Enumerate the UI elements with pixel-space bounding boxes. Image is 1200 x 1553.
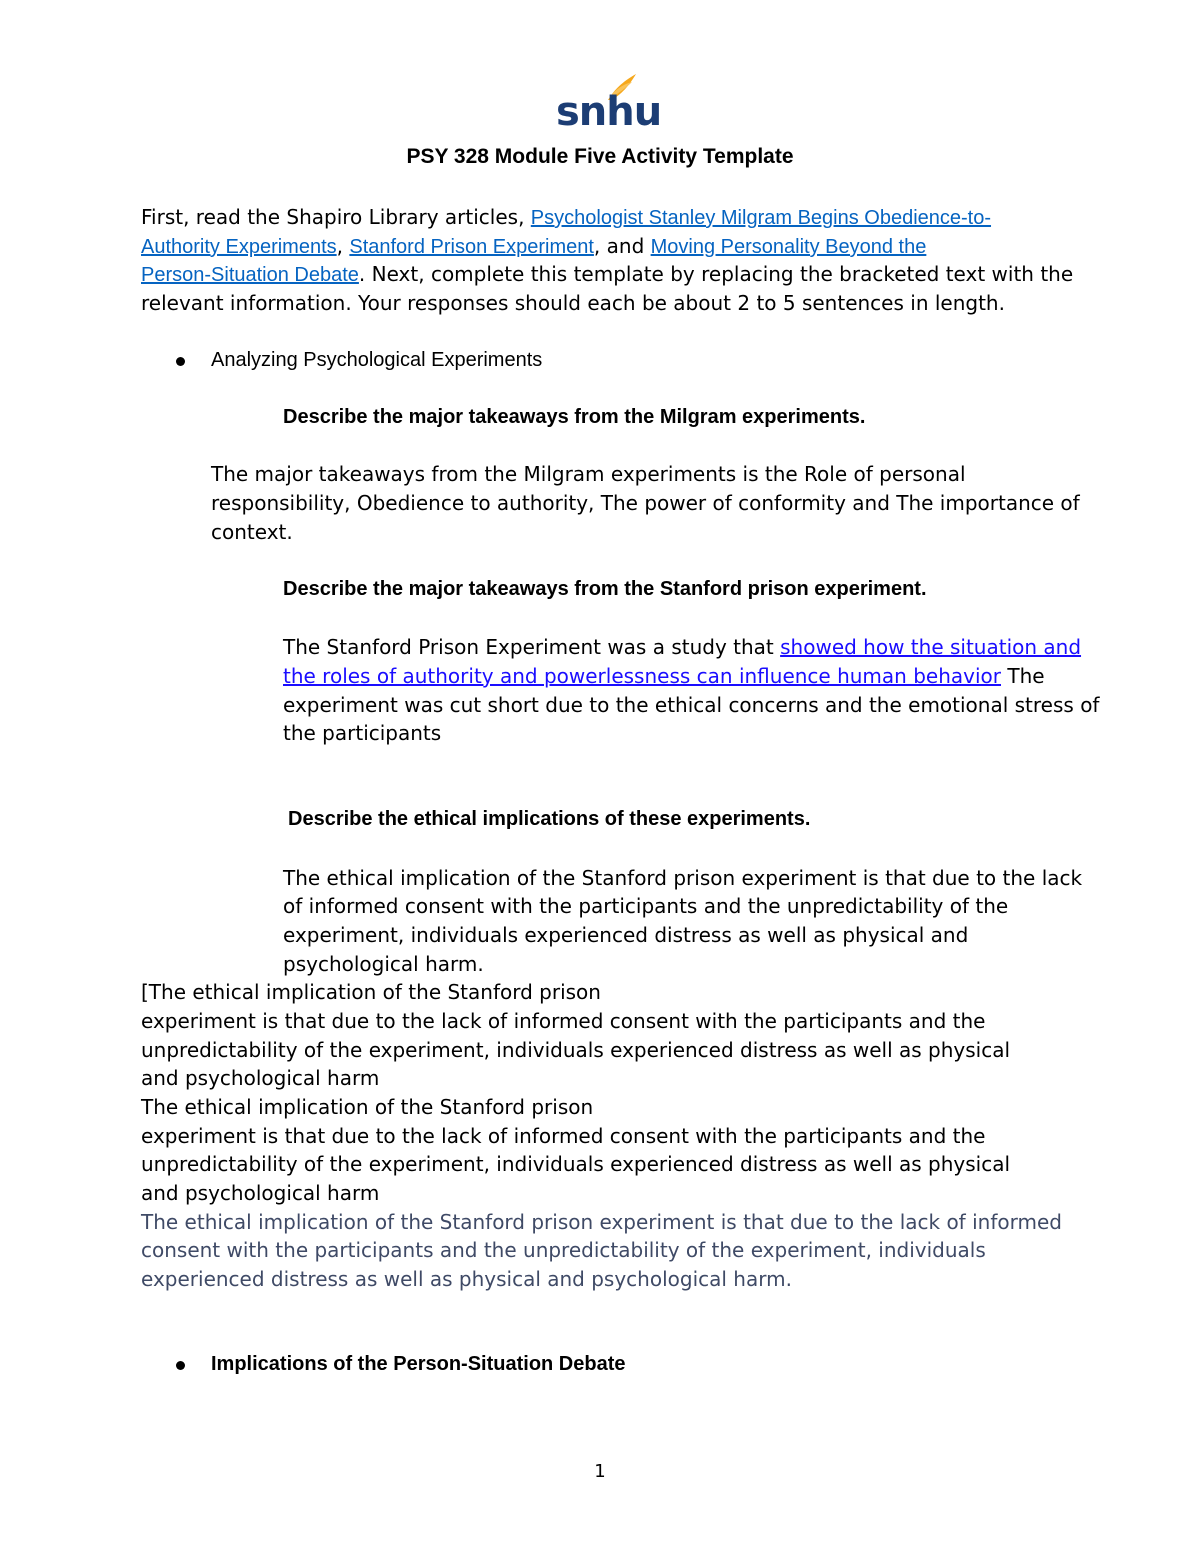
- bullet-icon: [176, 1361, 185, 1370]
- bullet-icon: [176, 357, 185, 366]
- page-title: PSY 328 Module Five Activity Template: [406, 145, 794, 168]
- intro-line-2: [141, 234, 926, 259]
- repeat-block-1-line: and psychological harm: [141, 1066, 380, 1090]
- answer-ethics-line: psychological harm.: [283, 952, 484, 976]
- question-milgram: Describe the major takeaways from the Milgram experiments.: [283, 406, 866, 428]
- answer-stanford-line: experiment was cut short due to the ethical concerns and the emotional stress of: [283, 693, 1100, 717]
- answer-stanford-line: [283, 664, 1045, 688]
- repeat-block-1-line: unpredictability of the experiment, individuals experienced distress as well as physical: [141, 1038, 1011, 1062]
- intro-line-4: relevant information. Your responses should each be about 2 to 5 sentences in length.: [141, 291, 1005, 315]
- answer-text: The: [1001, 664, 1045, 688]
- repeat-block-2-line: The ethical implication of the Stanford prison: [141, 1095, 594, 1119]
- answer-ethics-line: experiment, individuals experienced distress as well as physical and: [283, 923, 969, 947]
- repeat-block-3-line: The ethical implication of the Stanford prison experiment is that due to the lack of informed: [141, 1210, 1062, 1234]
- answer-stanford-line: [283, 635, 1081, 659]
- answer-milgram-line: The major takeaways from the Milgram experiments is the Role of personal: [211, 462, 966, 486]
- intro-text: ,: [336, 234, 350, 258]
- answer-stanford-line: the participants: [283, 721, 442, 745]
- intro-text: , and: [593, 234, 651, 258]
- repeat-block-1-line: experiment is that due to the lack of informed consent with the participants and the: [141, 1009, 986, 1033]
- repeat-block-3-line: experienced distress as well as physical and psychological harm.: [141, 1267, 792, 1291]
- section1-heading: Analyzing Psychological Experiments: [211, 349, 543, 371]
- repeat-block-2-line: experiment is that due to the lack of informed consent with the participants and the: [141, 1124, 986, 1148]
- intro-text: First, read the Shapiro Library articles,: [141, 205, 531, 229]
- answer-text: The Stanford Prison Experiment was a study that: [283, 635, 781, 659]
- logo-wordmark: snhu: [556, 89, 662, 135]
- answer-milgram-line: responsibility, Obedience to authority, The power of conformity and The importance of: [211, 491, 1080, 515]
- repeat-block-3-line: consent with the participants and the unpredictability of the experiment, individuals: [141, 1238, 986, 1262]
- page-number: 1: [594, 1461, 606, 1482]
- answer-ethics-line: The ethical implication of the Stanford prison experiment is that due to the lack: [283, 866, 1083, 890]
- repeat-block-2-line: unpredictability of the experiment, individuals experienced distress as well as physical: [141, 1152, 1011, 1176]
- personality-article-link-cont[interactable]: Person-Situation Debate: [141, 264, 359, 286]
- intro-text: . Next, complete this template by replacing the bracketed text with the: [358, 262, 1074, 286]
- repeat-block-1-line: [The ethical implication of the Stanford prison: [141, 980, 601, 1004]
- milgram-article-link-cont[interactable]: Authority Experiments: [141, 236, 337, 258]
- question-stanford: Describe the major takeaways from the Stanford prison experiment.: [283, 578, 927, 600]
- stanford-article-link[interactable]: Stanford Prison Experiment: [349, 236, 594, 258]
- intro-line-3: [141, 262, 1073, 287]
- question-ethics: Describe the ethical implications of these experiments.: [288, 808, 811, 830]
- answer-milgram-line: context.: [211, 520, 293, 544]
- milgram-article-link[interactable]: Psychologist Stanley Milgram Begins Obedience-to-: [530, 207, 992, 229]
- personality-article-link[interactable]: Moving Personality Beyond the: [650, 236, 927, 258]
- section2-heading: Implications of the Person-Situation Debate: [211, 1353, 626, 1375]
- situation-link[interactable]: showed how the situation and: [780, 635, 1082, 659]
- repeat-block-2-line: and psychological harm: [141, 1181, 380, 1205]
- answer-ethics-line: of informed consent with the participants and the unpredictability of the: [283, 894, 1009, 918]
- situation-link-cont[interactable]: the roles of authority and powerlessness can influence human behavior: [283, 664, 1001, 688]
- intro-line-1: [141, 205, 991, 230]
